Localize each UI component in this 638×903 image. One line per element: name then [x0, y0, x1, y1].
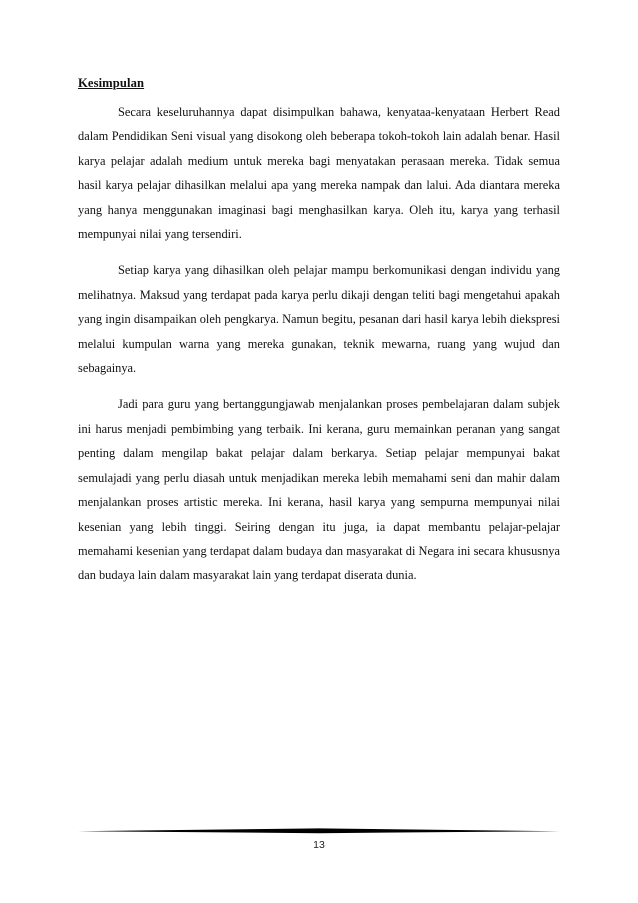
page-number: 13: [313, 839, 325, 851]
footer-divider: [78, 826, 560, 836]
paragraph-2: Setiap karya yang dihasilkan oleh pelajar mampu berkomunikasi dengan individu yang melihatnya. Maksud yang terdapat pada karya perlu dikaji dengan teliti bagi mengetahui apakah yang ingin disampaikan oleh pengkarya. Namun begitu, pesanan dari hasil karya lebih diekspresi melalui kumpulan warna yang mereka gunakan, teknik mewarna, ruang yang wujud dan sebagainya.: [78, 263, 560, 376]
paragraph-3: Jadi para guru yang bertanggungjawab menjalankan proses pembelajaran dalam subjek ini harus menjadi pembimbing yang terbaik. Ini kerana, guru memainkan peranan yang sangat penting dalam mengilap bakat pelajar dalam berkarya. Setiap pelajar mempunyai bakat semulajadi yang perlu diasah untuk menjadikan mereka lebih memahami seni dan mahir dalam menjalankan proses artistic mereka. Ini kerana, hasil karya yang sempurna mempunyai nilai kesenian yang lebih tinggi. Seiring dengan itu juga, ia dapat membantu pelajar-pelajar memahami kesenian yang terdapat dalam budaya dan masyarakat di Negara ini secara khususnya dan budaya lain dalam masyarakat lain yang terdapat diserata dunia.: [78, 397, 560, 583]
body-text: [78, 100, 560, 600]
section-heading: Kesimpulan: [78, 76, 145, 90]
paragraph-1: Secara keseluruhannya dapat disimpulkan bahawa, kenyataa-kenyataan Herbert Read dalam Pendidikan Seni visual yang disokong oleh beberapa tokoh-tokoh lain adalah benar. Hasil karya pelajar adalah medium untuk mereka bagi menyatakan perasaan mereka. Tidak semua hasil karya pelajar dihasilkan melalui apa yang mereka nampak dan lalui. Ada diantara mereka yang hanya menggunakan imaginasi bagi menghasilkan karya. Oleh itu, karya yang terhasil mempunyai nilai yang tersendiri.: [78, 105, 560, 242]
